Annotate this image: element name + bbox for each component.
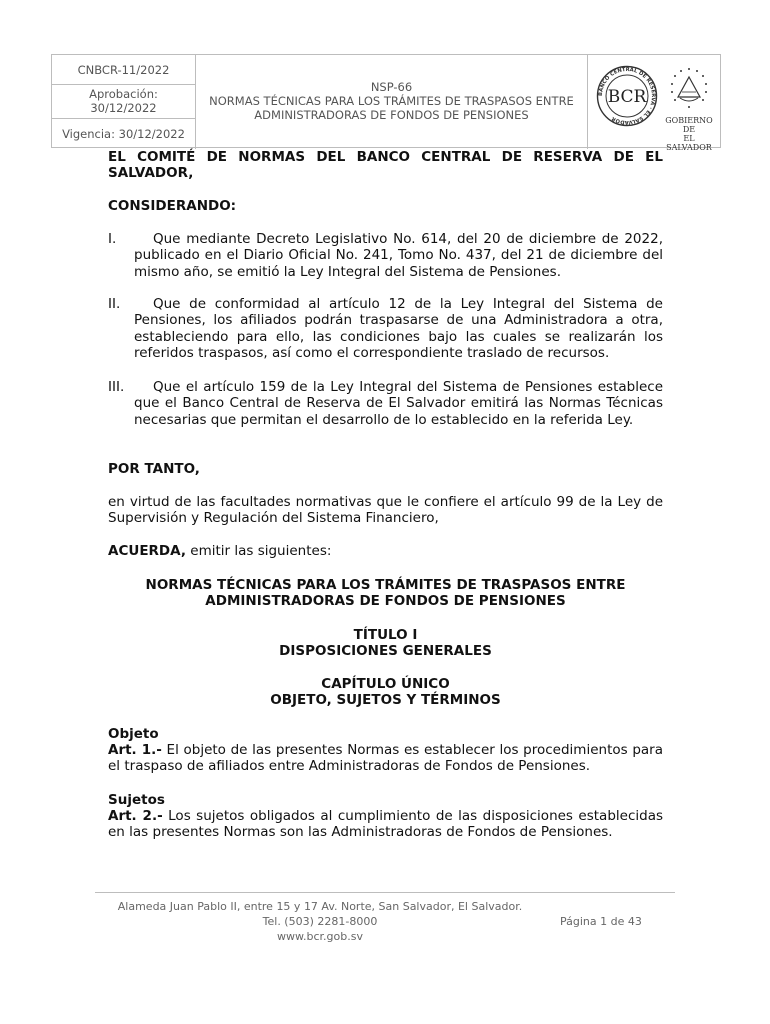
- considerando-item-3: [108, 379, 663, 428]
- por-tanto-heading: POR TANTO,: [108, 461, 200, 477]
- footer-address: Alameda Juan Pablo II, entre 15 y 17 Av. Norte, San Salvador, El Salvador.: [117, 900, 523, 913]
- government-logo: [660, 65, 718, 152]
- article-1-label: Art. 1.-: [108, 742, 162, 758]
- article-1-text: El objeto de las presentes Normas es establecer los procedimientos para el traspaso de afiliados entre Administradoras de Fondos de Pensiones.: [108, 742, 663, 775]
- norm-title-line-1: NORMAS TÉCNICAS PARA LOS TRÁMITES DE TRASPASOS ENTRE: [145, 577, 626, 593]
- chapter-name: OBJETO, SUJETOS Y TÉRMINOS: [270, 692, 501, 709]
- item-number: III.: [108, 379, 125, 395]
- item-text: Que de conformidad al artículo 12 de la Ley Integral del Sistema de Pensiones, los afiliados podrán traspasarse de una Administradora a otra, estableciendo para ello, las condiciones bajo las cuales se realizarán los referidos traspasos, así como el correspondiente traslado de recursos.: [134, 296, 663, 362]
- article-2-label: Art. 2.-: [108, 808, 163, 824]
- sujetos-heading: Sujetos: [108, 792, 165, 808]
- document-id: NSP-66: [370, 80, 413, 94]
- document-header-table: [51, 54, 721, 152]
- title-name: DISPOSICIONES GENERALES: [279, 643, 492, 660]
- government-coat-of-arms-icon: [666, 65, 712, 111]
- title-number: TÍTULO I: [353, 627, 418, 643]
- svg-text:BANCO CENTRAL DE RESERVA · EL: BANCO CENTRAL DE RESERVA · EL SALVADOR: [597, 66, 657, 126]
- objeto-heading: Objeto: [108, 726, 159, 742]
- considerando-item-1: [108, 231, 663, 280]
- article-2: [108, 808, 663, 841]
- acuerda-text: emitir las siguientes:: [185, 543, 332, 559]
- norm-title-line-2: ADMINISTRADORAS DE FONDOS DE PENSIONES: [205, 593, 566, 610]
- bcr-seal-icon: [596, 65, 658, 127]
- title-heading: [108, 627, 663, 660]
- considerando-item-2: [108, 296, 663, 362]
- validity-date: Vigencia: 30/12/2022: [52, 119, 196, 149]
- resolution-code: CNBCR-11/2022: [52, 55, 196, 85]
- article-2-text: Los sujetos obligados al cumplimiento de las disposiciones establecidas en las presentes Normas son las Administradoras de Fondos de Pensiones.: [108, 808, 664, 841]
- footer-phone: Tel. (503) 2281-8000: [262, 915, 378, 928]
- item-number: II.: [108, 296, 121, 312]
- seal-monogram: BCR: [607, 87, 647, 107]
- chapter-heading: [108, 676, 663, 709]
- government-line-1: GOBIERNO DE: [665, 116, 713, 134]
- item-text: Que mediante Decreto Legislativo No. 614, del 20 de diciembre de 2022, publicado en el Diario Oficial No. 241, Tomo No. 437, del 21 de diciembre del mismo año, se emitió la Ley Integral del Sistema de Pensiones.: [134, 231, 663, 280]
- virtud-paragraph: en virtud de las facultades normativas que le confiere el artículo 99 de la Ley de Supervisión y Regulación del Sistema Financiero,: [108, 494, 663, 527]
- government-line-2: EL SALVADOR: [666, 134, 712, 152]
- item-number: I.: [108, 231, 117, 247]
- document-title: NORMAS TÉCNICAS PARA LOS TRÁMITES DE TRASPASOS ENTRE ADMINISTRADORAS DE FONDOS DE PENSIONES: [209, 94, 574, 122]
- norm-title: [108, 577, 663, 610]
- approval-label: Aprobación:: [89, 87, 158, 101]
- document-title-cell: [196, 55, 588, 149]
- chapter-number: CAPÍTULO ÚNICO: [321, 676, 450, 692]
- logos-cell: [588, 55, 722, 152]
- article-1: [108, 742, 663, 775]
- footer-website: www.bcr.gob.sv: [277, 930, 363, 943]
- footer-divider: [95, 892, 675, 893]
- approval-cell: [52, 85, 196, 119]
- acuerda-paragraph: [108, 543, 663, 559]
- approval-date: 30/12/2022: [90, 101, 157, 115]
- considerando-heading: CONSIDERANDO:: [108, 198, 237, 214]
- item-text: Que el artículo 159 de la Ley Integral del Sistema de Pensiones establece que el Banco Central de Reserva de El Salvador emitirá las Normas Técnicas necesarias que permitan el desarrollo de lo establecido en la referida Ley.: [134, 379, 663, 428]
- committee-heading: EL COMITÉ DE NORMAS DEL BANCO CENTRAL DE RESERVA DE EL SALVADOR,: [108, 149, 663, 182]
- acuerda-label: ACUERDA,: [108, 543, 186, 559]
- page-number: Página 1 de 43: [560, 915, 642, 928]
